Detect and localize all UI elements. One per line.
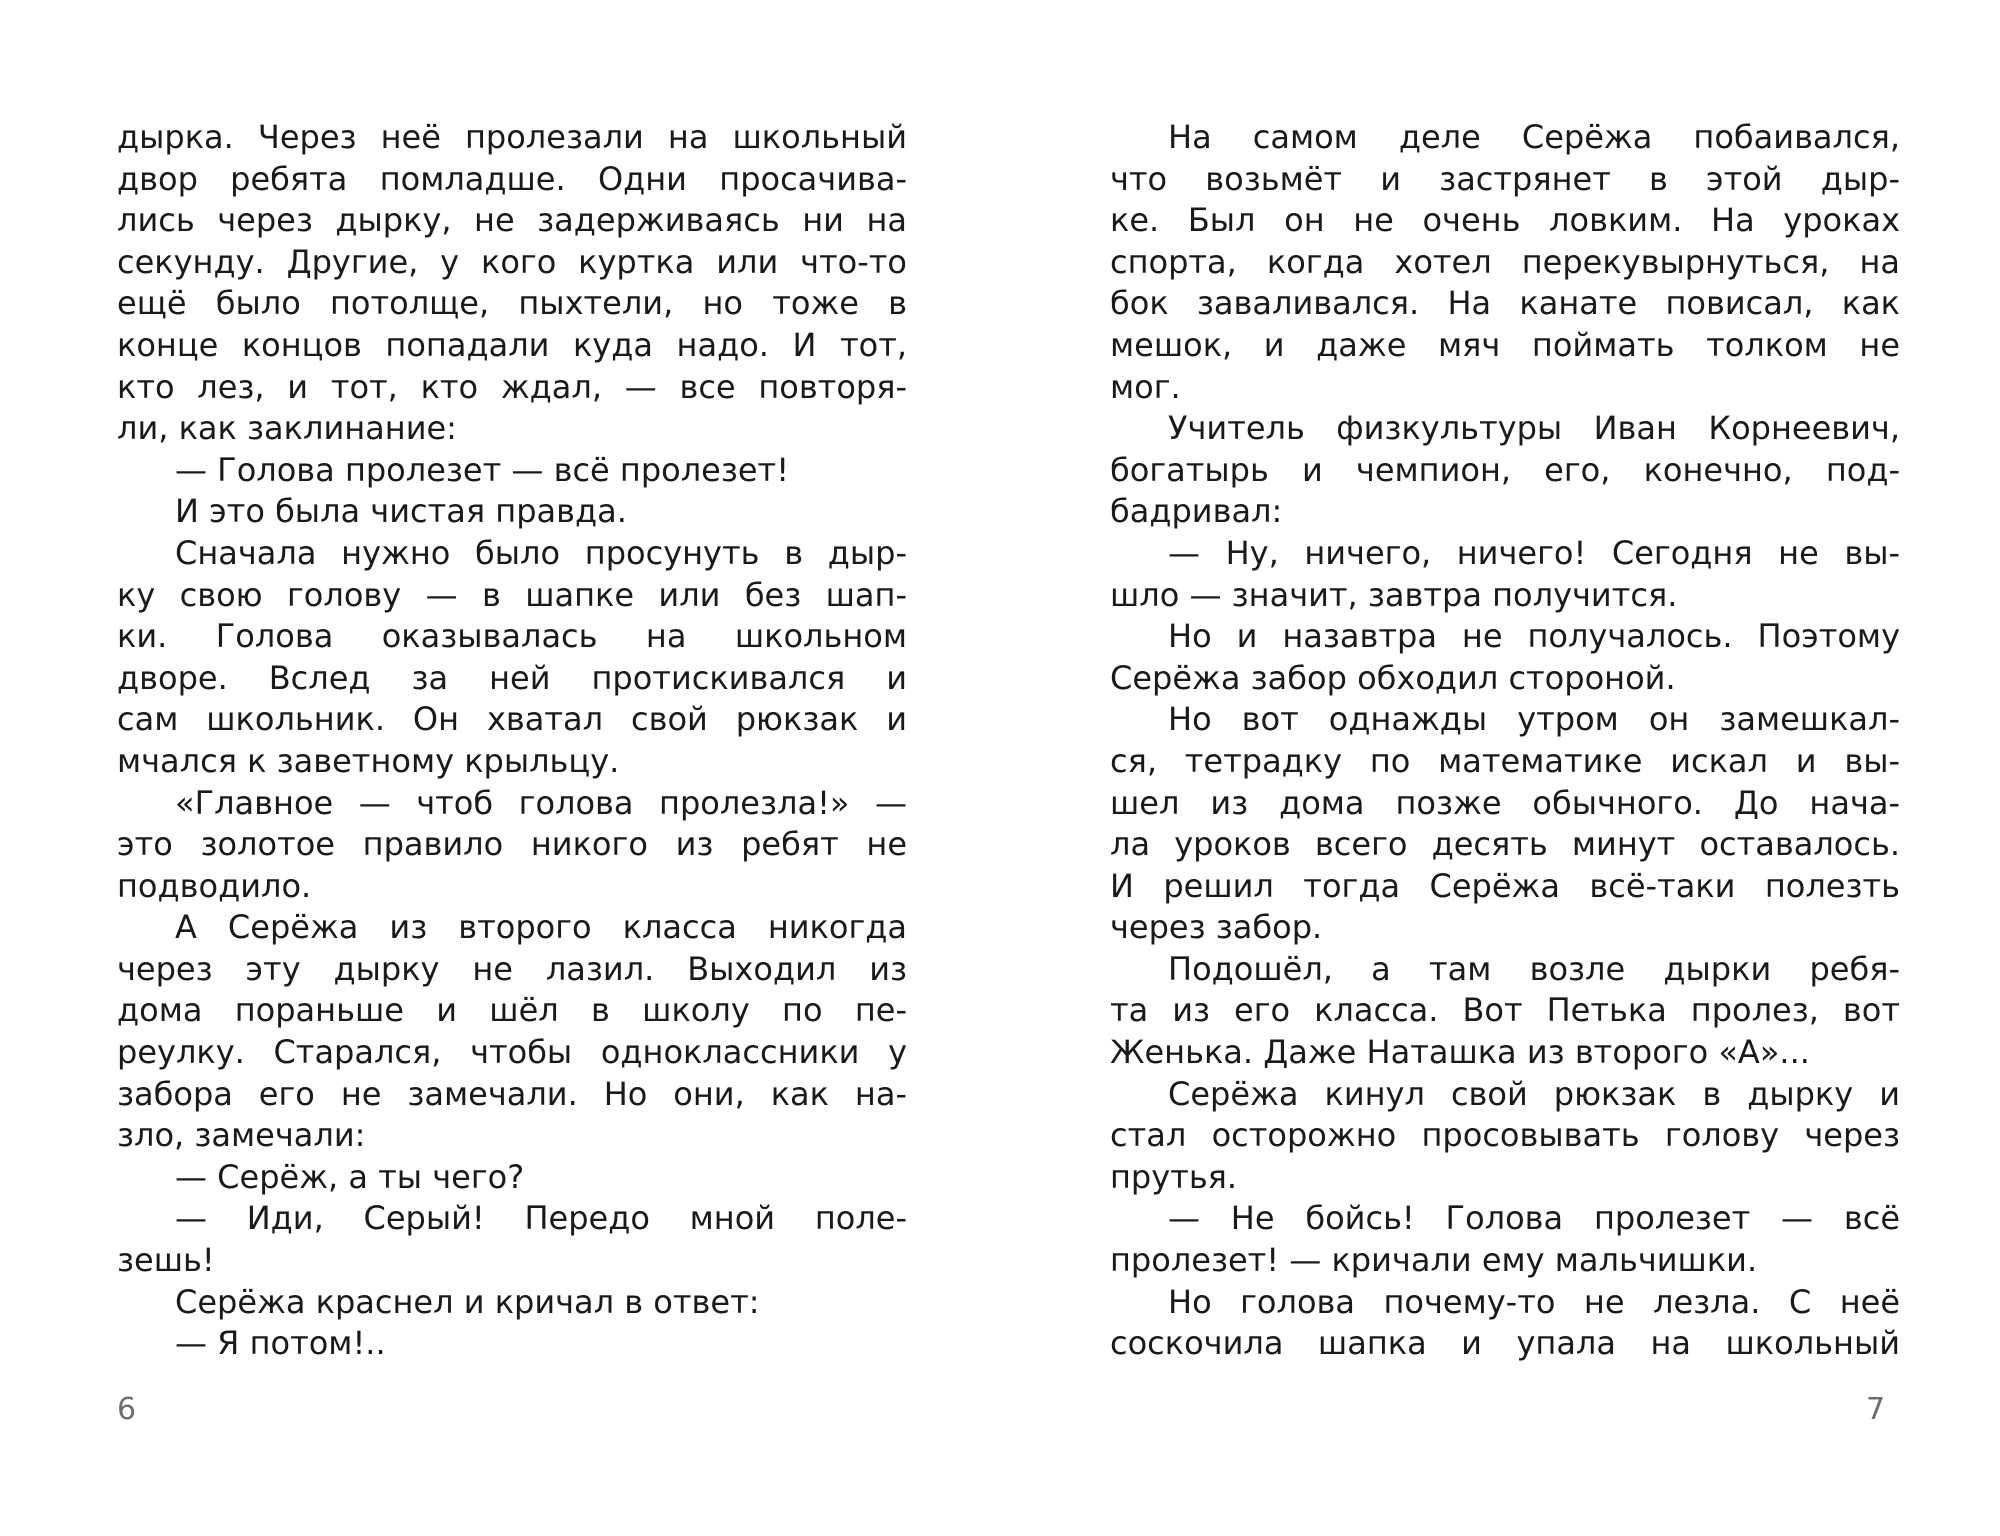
right-page-text	[1110, 117, 1900, 1365]
text-line: — Не бойсь! Голова пролезет — всё	[1168, 1199, 1900, 1238]
text-line: мчался к заветному крыльцу.	[117, 741, 620, 780]
text-line: спорта, когда хотел перекувырнуться, на	[1110, 242, 1900, 281]
text-line: Подошёл, а там возле дырки ребя-	[1168, 949, 1900, 988]
text-line: богатырь и чемпион, его, конечно, под-	[1110, 450, 1900, 489]
text-line: зло, замечали:	[117, 1116, 366, 1155]
text-line: пролезет! — кричали ему мальчишки.	[1110, 1241, 1758, 1280]
text-line: — Иди, Серый! Передо мной поле-	[175, 1199, 907, 1238]
text-line: через эту дырку не лазил. Выходил из	[117, 949, 907, 988]
text-line: Но вот однажды утром он замешкал-	[1168, 700, 1900, 739]
text-line: Но голова почему-то не лезла. С неё	[1168, 1282, 1900, 1321]
text-line: дырка. Через неё пролезали на школьный	[117, 118, 907, 156]
text-line: — Голова пролезет — всё пролезет!	[175, 450, 790, 489]
text-line: ли, как заклинание:	[117, 409, 457, 448]
left-page-text	[117, 117, 907, 1365]
text-line: соскочила шапка и упала на школьный	[1110, 1324, 1900, 1363]
text-line: забора его не замечали. Но они, как на-	[117, 1074, 907, 1113]
text-line: ся, тетрадку по математике искал и вы-	[1110, 741, 1900, 780]
text-line: ла уроков всего десять минут оставалось.	[1110, 825, 1900, 864]
text-line: реулку. Старался, чтобы одноклассники у	[117, 1033, 907, 1072]
text-line: зешь!	[117, 1241, 215, 1280]
text-line: — Серёж, а ты чего?	[175, 1157, 525, 1196]
text-line: И это была чистая правда.	[175, 492, 627, 531]
text-line: двор ребята помладше. Одни просачива-	[117, 159, 907, 198]
text-line: И решил тогда Серёжа всё-таки полезть	[1110, 866, 1900, 905]
text-line: «Главное — чтоб голова пролезла!» —	[175, 783, 907, 822]
left-page-number: 6	[117, 1392, 137, 1427]
text-line: ещё было потолще, пыхтели, но тоже в	[117, 284, 907, 323]
text-line: Серёжа краснел и кричал в ответ:	[175, 1282, 760, 1321]
text-line: Серёжа забор обходил стороной.	[1110, 658, 1676, 697]
text-line: А Серёжа из второго класса никогда	[175, 908, 907, 947]
text-line: лись через дырку, не задерживаясь ни на	[117, 201, 907, 240]
right-page-number: 7	[1866, 1392, 1886, 1427]
text-line: — Ну, ничего, ничего! Сегодня не вы-	[1168, 533, 1900, 572]
text-line: подводило.	[117, 866, 312, 905]
text-line: ки. Голова оказывалась на школьном	[117, 617, 907, 656]
text-line: — Я потом!..	[175, 1324, 386, 1363]
text-line: шел из дома позже обычного. До нача-	[1110, 783, 1900, 822]
text-line: секунду. Другие, у кого куртка или что-то	[117, 242, 907, 281]
text-line: мог.	[1110, 367, 1181, 406]
text-line: дворе. Вслед за ней протискивался и	[117, 658, 907, 697]
text-line: На самом деле Серёжа побаивался,	[1168, 118, 1900, 156]
text-line: та из его класса. Вот Петька пролез, вот	[1110, 991, 1900, 1030]
text-line: Учитель физкультуры Иван Корнеевич,	[1168, 409, 1900, 448]
text-line: дома пораньше и шёл в школу по пе-	[117, 991, 907, 1030]
text-line: что возьмёт и застрянет в этой дыр-	[1110, 159, 1900, 198]
text-line: бок заваливался. На канате повисал, как	[1110, 284, 1900, 323]
text-line: шло — значит, завтра получится.	[1110, 575, 1678, 614]
text-line: прутья.	[1110, 1157, 1238, 1196]
text-line: мешок, и даже мяч поймать толком не	[1110, 325, 1900, 364]
text-line: через забор.	[1110, 908, 1323, 947]
text-line: стал осторожно просовывать голову через	[1110, 1116, 1900, 1155]
text-line: Но и назавтра не получалось. Поэтому	[1168, 617, 1900, 656]
text-line: сам школьник. Он хватал свой рюкзак и	[117, 700, 907, 739]
text-line: ку свою голову — в шапке или без шап-	[117, 575, 907, 614]
text-line: Сначала нужно было просунуть в дыр-	[175, 533, 907, 572]
text-line: Серёжа кинул свой рюкзак в дырку и	[1168, 1074, 1900, 1113]
text-line: конце концов попадали куда надо. И тот,	[117, 325, 907, 364]
text-line: ке. Был он не очень ловким. На уроках	[1110, 201, 1900, 240]
text-line: это золотое правило никого из ребят не	[117, 825, 907, 864]
text-line: кто лез, и тот, кто ждал, — все повторя-	[117, 367, 907, 406]
text-line: бадривал:	[1110, 492, 1283, 531]
text-line: Женька. Даже Наташка из второго «А»...	[1110, 1033, 1810, 1072]
